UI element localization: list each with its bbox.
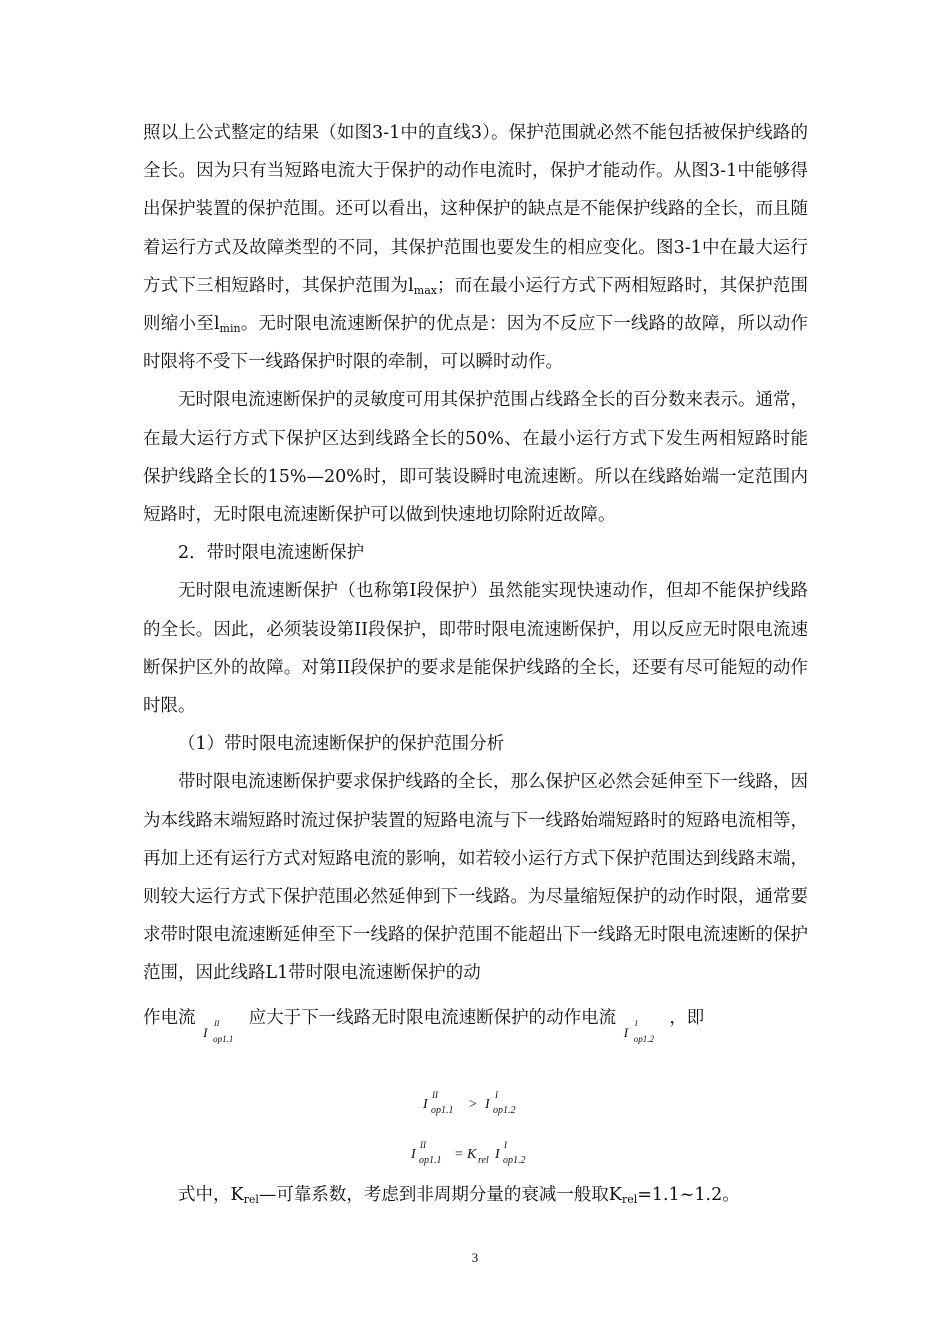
paragraph-1: 照以上公式整定的结果（如图3-1中的直线3）。保护范围就必然不能包括被保护线路的全长。因为只有当短路电流大于保护的动作电流时，保护才能动作。从图3-1中能够得出保护装置的保护范围。还可以看出，这种保护的缺点是不能保护线路的全长，而且随着运行方式及故障类型的不同，其保护范围也要发生的相应变化。图3-1中在最大运行方式下三相短路时，其保护范围为$l_{max}$；而在最小运行方式下两相短路时，其保护范围则缩小至$l_{min}$。无时限电流速断保护的优点是：因为不反应下一线路的故障，所以动作时限将不受下一线路保护时限的牵制，可以瞬时动作。 <box>143 123 809 373</box>
inline-formula-iop11: I II op1.1 <box>203 1019 234 1045</box>
paragraph-2: 无时限电流速断保护的灵敏度可用其保护范围占线路全长的百分数来表示。通常，在最大运行方式下保护区达到线路全长的50%、在最小运行方式下发生两相短路时能保护线路全长的15%—20%时，即可装设瞬时电流速断。所以在线路始端一定范围内短路时，无时限电流速断保护可以做到快速地切除附近故障。 <box>143 390 808 526</box>
inline-formula-iop12: I I op1.2 <box>623 1019 654 1045</box>
paragraph-5: 作电流 I II op1.1 应大于下一线路无时限电流速断保护的动作电流 I I op1.2 ，即 <box>143 1007 705 1045</box>
formula-explanation: 式中，$K_{rel}—$可靠系数，考虑到非周期分量的衰减一般取$K_{rel}=1.1\sim 1.2$。 <box>178 1185 740 1206</box>
section-heading-2: 2．带时限电流速断保护 <box>178 543 365 564</box>
formula-equation: I II op1.1 = K rel I I op1.2 <box>411 1140 526 1166</box>
page-number: 3 <box>471 1250 479 1265</box>
body-text <box>143 114 809 1045</box>
formula-inequality: I II op1.1 > I I op1.2 <box>423 1090 516 1116</box>
paragraph-4: 带时限电流速断保护要求保护线路的全长，那么保护区必然会延伸至下一线路，因为本线路末端短路时流过保护装置的短路电流与下一线路始端短路时的短路电流相等，再加上还有运行方式对短路电流的影响，如若较小运行方式下保护范围达到线路末端，则较大运行方式下保护范围必然延伸到下一线路。为尽量缩短保护的动作时限，通常要求带时限电流速断延伸至下一线路的保护范围不能超出下一线路无时限电流速断的保护范围，因此线路L1带时限电流速断保护的动 <box>143 772 808 984</box>
paragraph-3: 无时限电流速断保护（也称第I段保护）虽然能实现快速动作，但却不能保护线路的全长。因此，必须装设第II段保护，即带时限电流速断保护，用以反应无时限电流速断保护区外的故障。对第II段保护的要求是能保护线路的全长，还要有尽可能短的动作时限。 <box>143 581 808 717</box>
section-heading-1: （1）带时限电流速断保护的保护范围分析 <box>178 734 505 755</box>
